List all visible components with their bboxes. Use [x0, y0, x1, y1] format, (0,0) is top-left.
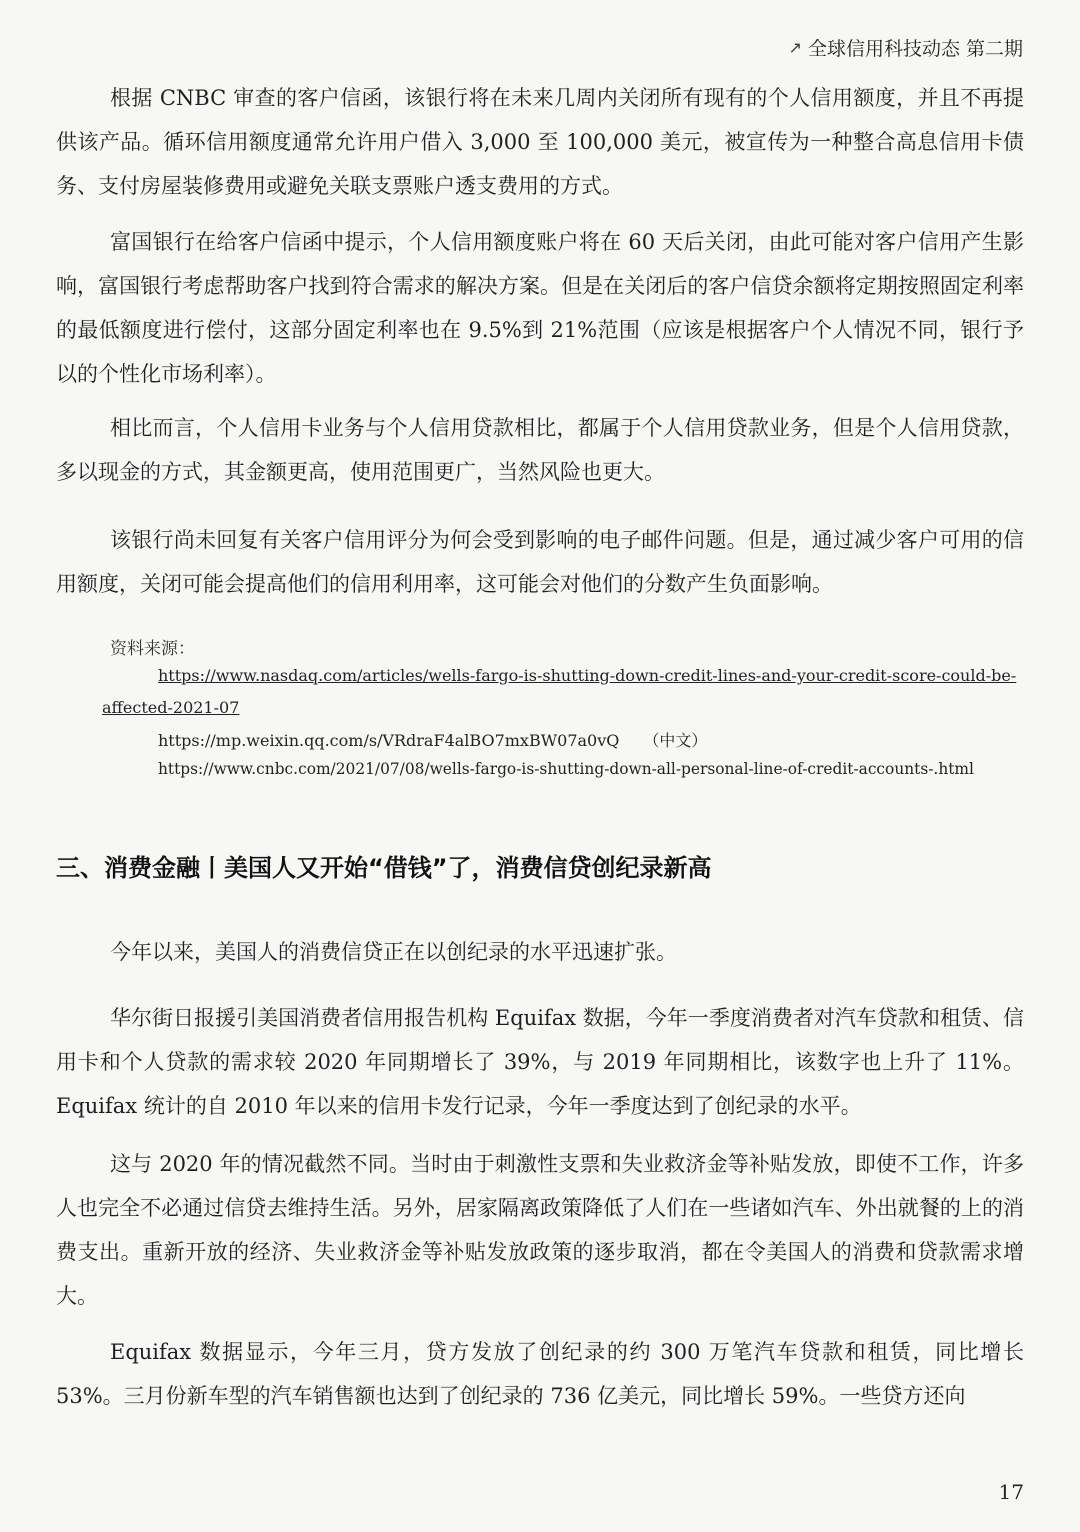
language-tag: （中文） — [643, 731, 708, 750]
header-title: 全球信用科技动态 第二期 — [807, 38, 1023, 60]
sources-label: 资料来源： — [110, 639, 195, 659]
paragraph: 相比而言，个人信用卡业务与个人信用贷款相比，都属于个人信用贷款业务，但是个人信用贷款，多以现金的方式，其金额更高，使用范围更广，当然风险也更大。 — [56, 416, 1024, 484]
paragraph: 华尔街日报援引美国消费者信用报告机构 Equifax 数据，今年一季度消费者对汽车贷款和租赁、信用卡和个人贷款的需求较 2020 年同期增长了 39%，与 2019 年同期相比，该数字也上升了 11%。Equifax 统计的自 2010 年以来的信用卡发行记录，今年一季度达到了创纪录的水平。 — [56, 1006, 1024, 1118]
source-link-nasdaq[interactable]: https://www.nasdaq.com/articles/wells-fargo-is-shutting-down-credit-lines-and-your-credit-score-could-be- — [158, 666, 1017, 685]
paragraph: 这与 2020 年的情况截然不同。当时由于刺激性支票和失业救济金等补贴发放，即使不工作，许多人也完全不必通过信贷去维持生活。另外，居家隔离政策降低了人们在一些诸如汽车、外出就餐的上的消费支出。重新开放的经济、失业救济金等补贴发放政策的逐步取消，都在令美国人的消费和贷款需求增大。 — [56, 1152, 1024, 1308]
paragraph: 根据 CNBC 审查的客户信函，该银行将在未来几周内关闭所有现有的个人信用额度，并且不再提供该产品。循环信用额度通常允许用户借入 3,000 至 100,000 美元，被宣传为一种整合高息信用卡债务、支付房屋装修费用或避免关联支票账户透支费用的方式。 — [56, 86, 1024, 198]
page-number: 17 — [998, 1480, 1024, 1504]
source-link-cnbc[interactable]: https://www.cnbc.com/2021/07/08/wells-fargo-is-shutting-down-all-personal-line-of-credit-accounts-.html — [158, 760, 974, 778]
paragraph: Equifax 数据显示，今年三月，贷方发放了创纪录的约 300 万笔汽车贷款和租赁，同比增长 53%。三月份新车型的汽车销售额也达到了创纪录的 736 亿美元，同比增长 59%。一些贷方还向 — [56, 1340, 1024, 1408]
paragraph: 今年以来，美国人的消费信贷正在以创纪录的水平迅速扩张。 — [110, 940, 677, 964]
running-header — [789, 34, 1023, 61]
section-heading: 三、消费金融丨美国人又开始“借钱”了，消费信贷创纪录新高 — [56, 854, 712, 882]
paragraph: 该银行尚未回复有关客户信用评分为何会受到影响的电子邮件问题。但是，通过减少客户可用的信用额度，关闭可能会提高他们的信用利用率，这可能会对他们的分数产生负面影响。 — [56, 528, 1024, 596]
source-link-nasdaq-continued[interactable]: affected-2021-07 — [102, 698, 240, 717]
source-link-weixin[interactable] — [158, 728, 707, 751]
arrow-up-right-icon: ↗ — [788, 38, 802, 57]
source-link-weixin-url[interactable]: https://mp.weixin.qq.com/s/VRdraF4alBO7mxBW07a0vQ — [158, 731, 620, 750]
paragraph: 富国银行在给客户信函中提示，个人信用额度账户将在 60 天后关闭，由此可能对客户信用产生影响，富国银行考虑帮助客户找到符合需求的解决方案。但是在关闭后的客户信贷余额将定期按照固定利率的最低额度进行偿付，这部分固定利率也在 9.5%到 21%范围（应该是根据客户个人情况不同，银行予以的个性化市场利率）。 — [56, 230, 1024, 386]
